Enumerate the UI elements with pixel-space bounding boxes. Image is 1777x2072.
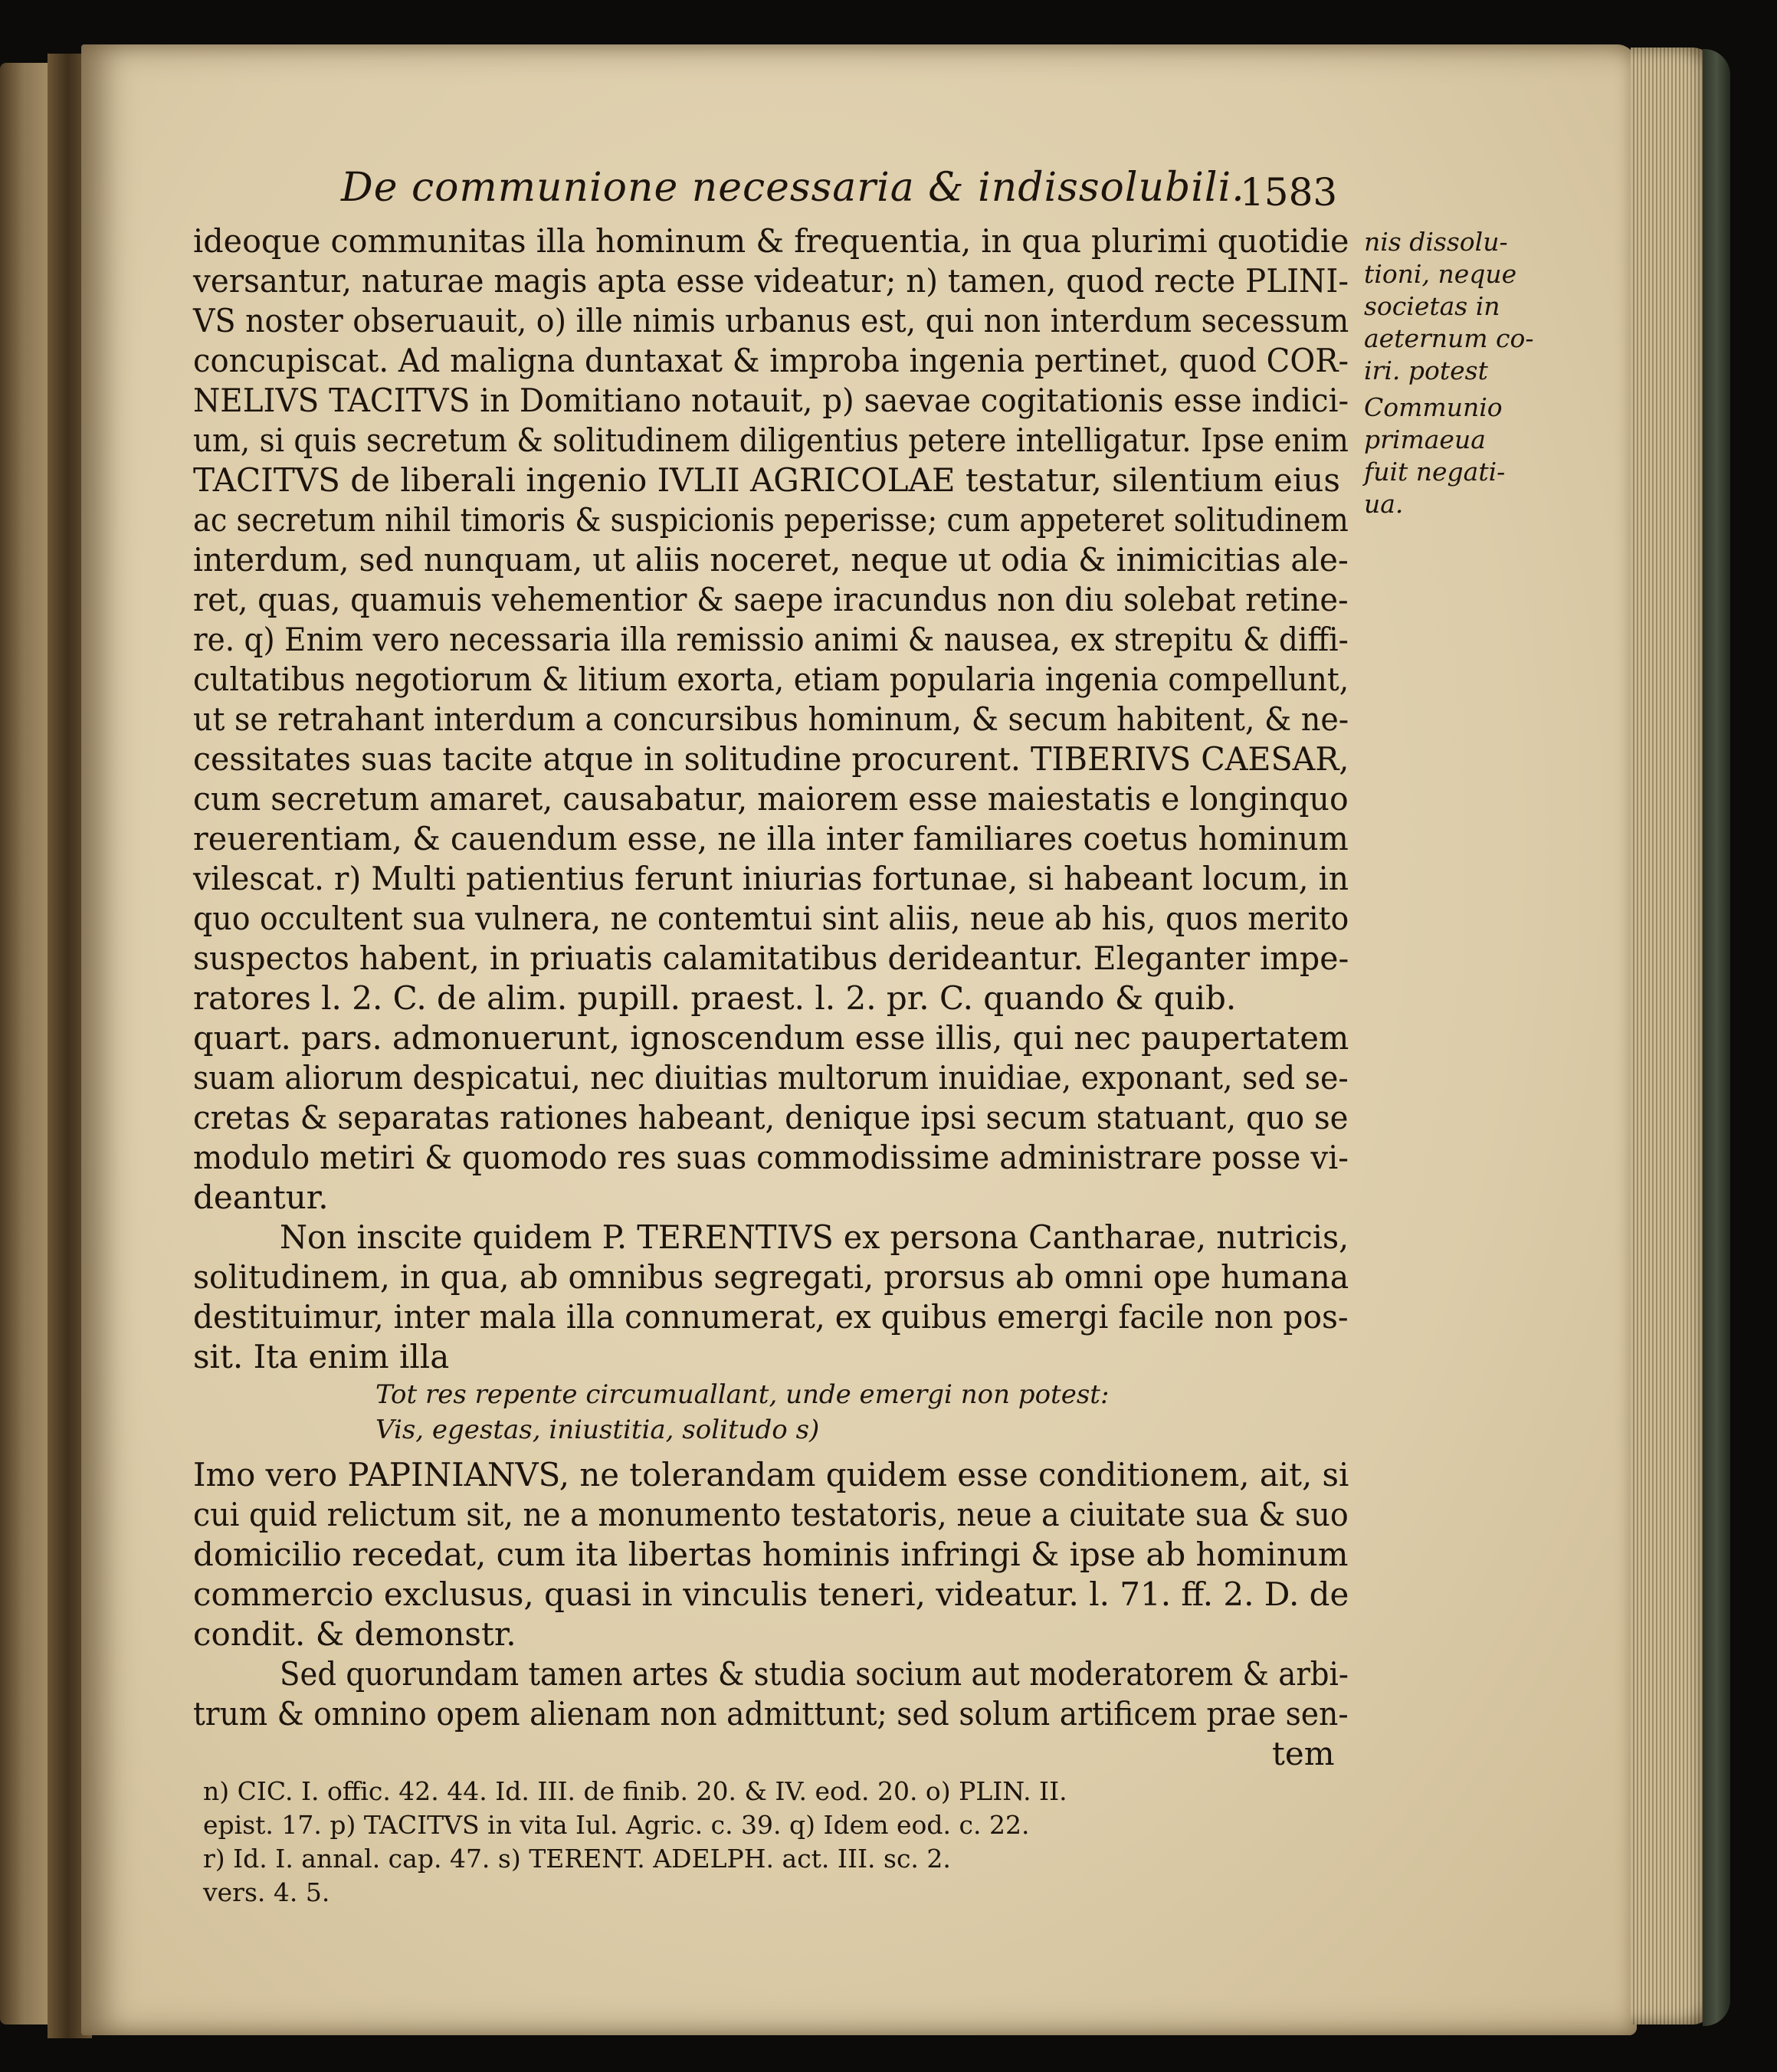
body-line: suspectos habent, in priuatis calamitatibus derideantur. Eleganter impe- xyxy=(193,939,1349,977)
side-note-line: tioni, neque xyxy=(1364,259,1517,289)
quoted-verse-line: Vis, egestas, iniustitia, solitudo s) xyxy=(375,1415,820,1445)
body-line: TACITVS de liberali ingenio IVLII AGRICOLAE testatur, silentium eius xyxy=(193,461,1340,499)
body-line: Imo vero PAPINIANVS, ne tolerandam quidem esse conditionem, ait, si xyxy=(193,1456,1349,1493)
body-line: modulo metiri & quomodo res suas commodissime administrare posse vi- xyxy=(193,1139,1349,1176)
catchword: tem xyxy=(1272,1735,1335,1772)
body-line: destituimur, inter mala illa connumerat, ex quibus emergi facile non pos- xyxy=(193,1298,1349,1336)
body-line: suam aliorum despicatui, nec diuitias multorum inuidiae, exponant, sed se- xyxy=(193,1059,1349,1097)
side-note-line: ua. xyxy=(1364,489,1404,519)
quoted-verse-line: Tot res repente circumuallant, unde emergi non potest: xyxy=(375,1379,1110,1410)
body-line: um, si quis secretum & solitudinem diligentius petere intelligatur. Ipse enim xyxy=(193,421,1349,459)
body-line: trum & omnino opem alienam non admittunt; sed solum artificem prae sen- xyxy=(193,1695,1349,1733)
side-note-line: Communio xyxy=(1364,392,1503,422)
body-line: re. q) Enim vero necessaria illa remissio animi & nausea, ex strepitu & diffi- xyxy=(193,621,1349,658)
book-cover-edge xyxy=(1703,49,1730,2026)
body-line: vilescat. r) Multi patientius ferunt iniurias fortunae, si habeant locum, in xyxy=(193,860,1349,897)
footnote-line: epist. 17. p) TACITVS in vita Iul. Agric. c. 39. q) Idem eod. c. 22. xyxy=(203,1810,1030,1840)
body-line: condit. & demonstr. xyxy=(193,1615,516,1653)
body-line: quo occultent sua vulnera, ne contemtui sint aliis, neue ab his, quos merito xyxy=(193,900,1349,937)
body-line: versantur, naturae magis apta esse videatur; n) tamen, quod recte PLINI- xyxy=(193,262,1349,300)
left-page-edge xyxy=(0,63,54,2024)
side-note-line: iri. potest xyxy=(1364,356,1488,385)
body-line: VS noster obseruauit, o) ille nimis urbanus est, qui non interdum secessum xyxy=(193,302,1349,339)
body-line: sit. Ita enim illa xyxy=(193,1338,450,1375)
body-line: commercio exclusus, quasi in vinculis teneri, videatur. l. 71. ff. 2. D. de xyxy=(193,1575,1349,1613)
body-line: ret, quas, quamuis vehementior & saepe iracundus non diu solebat retine- xyxy=(193,581,1349,618)
body-line: reuerentiam, & cauendum esse, ne illa inter familiares coetus hominum xyxy=(193,820,1349,857)
body-line: quart. pars. admonuerunt, ignoscendum esse illis, qui nec paupertatem xyxy=(193,1019,1349,1057)
body-line: ratores l. 2. C. de alim. pupill. praest. l. 2. pr. C. quando & quib. xyxy=(193,979,1237,1017)
footnote-line: r) Id. I. annal. cap. 47. s) TERENT. ADELPH. act. III. sc. 2. xyxy=(203,1844,951,1874)
running-title: De communione necessaria & indissolubili. xyxy=(341,165,1245,211)
body-line: solitudinem, in qua, ab omnibus segregati, prorsus ab omni ope humana xyxy=(193,1258,1349,1296)
body-line: cretas & separatas rationes habeant, denique ipsi secum statuant, quo se xyxy=(193,1099,1349,1136)
body-line: cultatibus negotiorum & litium exorta, etiam popularia ingenia compellunt, xyxy=(193,661,1349,698)
body-line: ac secretum nihil timoris & suspicionis peperisse; cum appeteret solitudinem xyxy=(193,501,1349,539)
body-line: Non inscite quidem P. TERENTIVS ex persona Cantharae, nutricis, xyxy=(280,1218,1349,1256)
footnote-line: vers. 4. 5. xyxy=(203,1877,330,1907)
side-note-line: primaeua xyxy=(1364,425,1486,454)
body-line: domicilio recedat, cum ita libertas hominis infringi & ipse ab hominum xyxy=(193,1536,1349,1573)
body-line: interdum, sed nunquam, ut aliis noceret, neque ut odia & inimicitias ale- xyxy=(193,541,1349,579)
footnote-line: n) CIC. I. offic. 42. 44. Id. III. de finib. 20. & IV. eod. 20. o) PLIN. II. xyxy=(203,1776,1067,1806)
body-line: cessitates suas tacite atque in solitudine procurent. TIBERIVS CAESAR, xyxy=(193,740,1349,778)
body-line: concupiscat. Ad maligna duntaxat & improba ingenia pertinet, quod COR- xyxy=(193,342,1349,379)
body-line: cui quid relictum sit, ne a monumento testatoris, neue a ciuitate sua & suo xyxy=(193,1496,1349,1533)
page-number: 1583 xyxy=(1240,170,1338,215)
body-line: ut se retrahant interdum a concursibus hominum, & secum habitent, & ne- xyxy=(193,700,1349,738)
body-line: cum secretum amaret, causabatur, maiorem esse maiestatis e longinquo xyxy=(193,780,1349,818)
side-note-line: nis dissolu- xyxy=(1364,227,1508,257)
side-note-line: societas in xyxy=(1364,291,1500,321)
body-line: ideoque communitas illa hominum & frequentia, in qua plurimi quotidie xyxy=(193,222,1349,260)
side-note-line: fuit negati- xyxy=(1364,457,1506,487)
body-line: deantur. xyxy=(193,1179,329,1216)
side-note-line: aeternum co- xyxy=(1364,323,1534,353)
body-line: NELIVS TACITVS in Domitiano notauit, p) saevae cogitationis esse indici- xyxy=(193,382,1349,419)
body-line: Sed quorundam tamen artes & studia socium aut moderatorem & arbi- xyxy=(280,1655,1349,1693)
